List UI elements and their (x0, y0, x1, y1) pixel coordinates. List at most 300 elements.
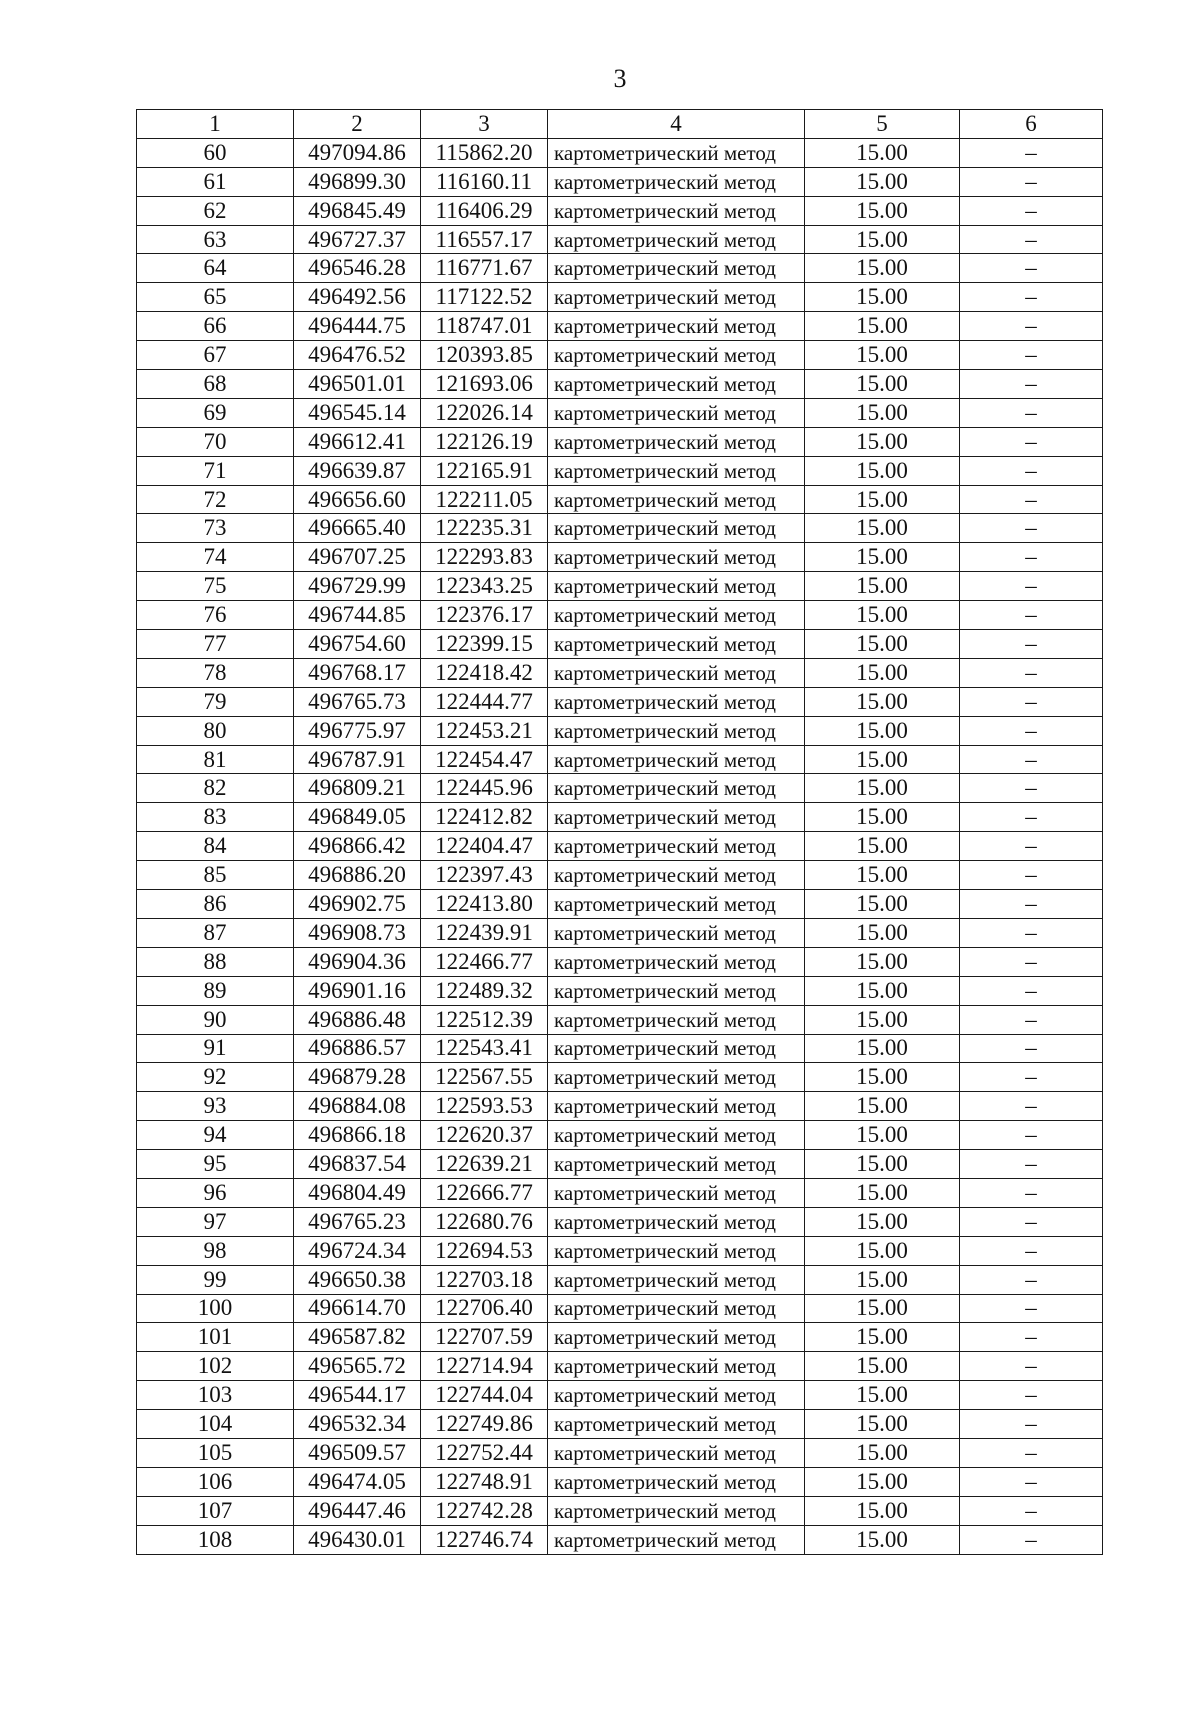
cell-method: картометрический метод (548, 572, 805, 601)
cell-x-coordinate: 496866.18 (294, 1121, 421, 1150)
cell-note: – (960, 456, 1103, 485)
table-row (137, 398, 1103, 427)
cell-note: – (960, 1496, 1103, 1525)
cell-point-number: 106 (137, 1467, 294, 1496)
cell-accuracy: 15.00 (805, 1438, 960, 1467)
cell-y-coordinate: 122749.86 (421, 1410, 548, 1439)
cell-note: – (960, 1352, 1103, 1381)
cell-note: – (960, 687, 1103, 716)
table-row (137, 543, 1103, 572)
cell-note: – (960, 1005, 1103, 1034)
cell-point-number: 98 (137, 1236, 294, 1265)
cell-method: картометрический метод (548, 312, 805, 341)
table-row (137, 1178, 1103, 1207)
cell-note: – (960, 1381, 1103, 1410)
table-row (137, 572, 1103, 601)
cell-method: картометрический метод (548, 196, 805, 225)
table-row (137, 1005, 1103, 1034)
cell-method: картометрический метод (548, 254, 805, 283)
cell-x-coordinate: 496879.28 (294, 1063, 421, 1092)
cell-accuracy: 15.00 (805, 1150, 960, 1179)
cell-y-coordinate: 122680.76 (421, 1207, 548, 1236)
cell-x-coordinate: 496866.42 (294, 832, 421, 861)
cell-x-coordinate: 496901.16 (294, 976, 421, 1005)
cell-point-number: 70 (137, 427, 294, 456)
cell-y-coordinate: 116771.67 (421, 254, 548, 283)
cell-accuracy: 15.00 (805, 254, 960, 283)
cell-note: – (960, 918, 1103, 947)
cell-note: – (960, 1438, 1103, 1467)
cell-point-number: 72 (137, 485, 294, 514)
table-row (137, 832, 1103, 861)
cell-point-number: 64 (137, 254, 294, 283)
table-row (137, 167, 1103, 196)
cell-note: – (960, 572, 1103, 601)
cell-accuracy: 15.00 (805, 601, 960, 630)
cell-accuracy: 15.00 (805, 918, 960, 947)
cell-y-coordinate: 120393.85 (421, 341, 548, 370)
header-cell-1: 1 (137, 110, 294, 139)
cell-y-coordinate: 122752.44 (421, 1438, 548, 1467)
cell-y-coordinate: 122211.05 (421, 485, 548, 514)
cell-note: – (960, 1063, 1103, 1092)
cell-x-coordinate: 496809.21 (294, 774, 421, 803)
cell-x-coordinate: 496775.97 (294, 716, 421, 745)
cell-method: картометрический метод (548, 601, 805, 630)
cell-accuracy: 15.00 (805, 947, 960, 976)
cell-accuracy: 15.00 (805, 1525, 960, 1554)
cell-point-number: 62 (137, 196, 294, 225)
cell-point-number: 97 (137, 1207, 294, 1236)
table-row (137, 427, 1103, 456)
cell-method: картометрический метод (548, 630, 805, 659)
cell-method: картометрический метод (548, 225, 805, 254)
cell-note: – (960, 312, 1103, 341)
cell-accuracy: 15.00 (805, 225, 960, 254)
cell-x-coordinate: 496444.75 (294, 312, 421, 341)
cell-x-coordinate: 496501.01 (294, 370, 421, 399)
cell-note: – (960, 774, 1103, 803)
cell-y-coordinate: 122466.77 (421, 947, 548, 976)
cell-accuracy: 15.00 (805, 370, 960, 399)
cell-method: картометрический метод (548, 456, 805, 485)
cell-x-coordinate: 496787.91 (294, 745, 421, 774)
table-row (137, 341, 1103, 370)
table-row (137, 1496, 1103, 1525)
table-row (137, 138, 1103, 167)
cell-method: картометрический метод (548, 861, 805, 890)
cell-y-coordinate: 122639.21 (421, 1150, 548, 1179)
cell-accuracy: 15.00 (805, 543, 960, 572)
cell-method: картометрический метод (548, 658, 805, 687)
cell-accuracy: 15.00 (805, 1381, 960, 1410)
cell-x-coordinate: 496474.05 (294, 1467, 421, 1496)
cell-point-number: 78 (137, 658, 294, 687)
cell-x-coordinate: 496707.25 (294, 543, 421, 572)
cell-point-number: 107 (137, 1496, 294, 1525)
cell-y-coordinate: 122620.37 (421, 1121, 548, 1150)
cell-note: – (960, 861, 1103, 890)
cell-method: картометрический метод (548, 1207, 805, 1236)
cell-method: картометрический метод (548, 1467, 805, 1496)
cell-point-number: 84 (137, 832, 294, 861)
cell-x-coordinate: 496902.75 (294, 890, 421, 919)
cell-method: картометрический метод (548, 1121, 805, 1150)
table-row (137, 1438, 1103, 1467)
cell-x-coordinate: 496886.48 (294, 1005, 421, 1034)
cell-note: – (960, 341, 1103, 370)
cell-note: – (960, 1294, 1103, 1323)
cell-accuracy: 15.00 (805, 398, 960, 427)
cell-accuracy: 15.00 (805, 138, 960, 167)
cell-note: – (960, 601, 1103, 630)
cell-y-coordinate: 122714.94 (421, 1352, 548, 1381)
cell-y-coordinate: 116557.17 (421, 225, 548, 254)
cell-accuracy: 15.00 (805, 312, 960, 341)
cell-x-coordinate: 496884.08 (294, 1092, 421, 1121)
cell-y-coordinate: 116160.11 (421, 167, 548, 196)
cell-method: картометрический метод (548, 370, 805, 399)
cell-note: – (960, 138, 1103, 167)
cell-note: – (960, 1525, 1103, 1554)
cell-point-number: 99 (137, 1265, 294, 1294)
cell-y-coordinate: 122444.77 (421, 687, 548, 716)
cell-point-number: 73 (137, 514, 294, 543)
cell-x-coordinate: 496614.70 (294, 1294, 421, 1323)
table-row (137, 1381, 1103, 1410)
cell-x-coordinate: 496886.20 (294, 861, 421, 890)
cell-note: – (960, 1410, 1103, 1439)
cell-accuracy: 15.00 (805, 572, 960, 601)
cell-point-number: 87 (137, 918, 294, 947)
cell-method: картометрический метод (548, 1034, 805, 1063)
cell-point-number: 77 (137, 630, 294, 659)
cell-note: – (960, 1178, 1103, 1207)
cell-method: картометрический метод (548, 138, 805, 167)
cell-y-coordinate: 116406.29 (421, 196, 548, 225)
cell-y-coordinate: 122567.55 (421, 1063, 548, 1092)
cell-method: картометрический метод (548, 1352, 805, 1381)
cell-x-coordinate: 496565.72 (294, 1352, 421, 1381)
cell-note: – (960, 1467, 1103, 1496)
header-cell-5: 5 (805, 110, 960, 139)
cell-accuracy: 15.00 (805, 1294, 960, 1323)
cell-note: – (960, 1034, 1103, 1063)
cell-point-number: 75 (137, 572, 294, 601)
cell-y-coordinate: 122404.47 (421, 832, 548, 861)
cell-y-coordinate: 122126.19 (421, 427, 548, 456)
cell-x-coordinate: 496492.56 (294, 283, 421, 312)
cell-y-coordinate: 122703.18 (421, 1265, 548, 1294)
cell-point-number: 103 (137, 1381, 294, 1410)
cell-accuracy: 15.00 (805, 832, 960, 861)
table-row (137, 1410, 1103, 1439)
cell-point-number: 94 (137, 1121, 294, 1150)
table-row (137, 485, 1103, 514)
cell-point-number: 63 (137, 225, 294, 254)
cell-note: – (960, 485, 1103, 514)
cell-y-coordinate: 122343.25 (421, 572, 548, 601)
cell-method: картометрический метод (548, 1438, 805, 1467)
cell-accuracy: 15.00 (805, 196, 960, 225)
cell-x-coordinate: 496724.34 (294, 1236, 421, 1265)
cell-method: картометрический метод (548, 485, 805, 514)
cell-accuracy: 15.00 (805, 1323, 960, 1352)
cell-note: – (960, 745, 1103, 774)
cell-x-coordinate: 496908.73 (294, 918, 421, 947)
table-row (137, 1063, 1103, 1092)
cell-note: – (960, 1207, 1103, 1236)
cell-method: картометрический метод (548, 398, 805, 427)
table-row (137, 1121, 1103, 1150)
cell-point-number: 86 (137, 890, 294, 919)
cell-y-coordinate: 122445.96 (421, 774, 548, 803)
cell-method: картометрический метод (548, 543, 805, 572)
cell-accuracy: 15.00 (805, 745, 960, 774)
cell-y-coordinate: 122413.80 (421, 890, 548, 919)
cell-accuracy: 15.00 (805, 1265, 960, 1294)
table-row (137, 283, 1103, 312)
cell-y-coordinate: 122543.41 (421, 1034, 548, 1063)
cell-method: картометрический метод (548, 918, 805, 947)
cell-method: картометрический метод (548, 1063, 805, 1092)
cell-y-coordinate: 122418.42 (421, 658, 548, 687)
cell-method: картометрический метод (548, 976, 805, 1005)
cell-note: – (960, 196, 1103, 225)
cell-note: – (960, 1121, 1103, 1150)
cell-accuracy: 15.00 (805, 514, 960, 543)
cell-note: – (960, 1265, 1103, 1294)
cell-x-coordinate: 496447.46 (294, 1496, 421, 1525)
cell-method: картометрический метод (548, 283, 805, 312)
cell-x-coordinate: 496765.73 (294, 687, 421, 716)
cell-point-number: 91 (137, 1034, 294, 1063)
cell-note: – (960, 514, 1103, 543)
cell-point-number: 60 (137, 138, 294, 167)
table-row (137, 918, 1103, 947)
cell-accuracy: 15.00 (805, 774, 960, 803)
header-cell-6: 6 (960, 110, 1103, 139)
cell-x-coordinate: 496886.57 (294, 1034, 421, 1063)
cell-point-number: 88 (137, 947, 294, 976)
cell-note: – (960, 283, 1103, 312)
cell-x-coordinate: 496656.60 (294, 485, 421, 514)
cell-point-number: 68 (137, 370, 294, 399)
cell-accuracy: 15.00 (805, 1410, 960, 1439)
cell-method: картометрический метод (548, 1496, 805, 1525)
cell-note: – (960, 398, 1103, 427)
table-row (137, 947, 1103, 976)
cell-method: картометрический метод (548, 745, 805, 774)
cell-method: картометрический метод (548, 947, 805, 976)
cell-x-coordinate: 497094.86 (294, 138, 421, 167)
cell-note: – (960, 630, 1103, 659)
cell-x-coordinate: 496587.82 (294, 1323, 421, 1352)
cell-accuracy: 15.00 (805, 1005, 960, 1034)
table-row (137, 312, 1103, 341)
cell-note: – (960, 658, 1103, 687)
cell-point-number: 85 (137, 861, 294, 890)
cell-method: картометрический метод (548, 1092, 805, 1121)
cell-y-coordinate: 122742.28 (421, 1496, 548, 1525)
table-row (137, 514, 1103, 543)
cell-point-number: 66 (137, 312, 294, 341)
table-row (137, 1467, 1103, 1496)
cell-point-number: 83 (137, 803, 294, 832)
cell-method: картометрический метод (548, 514, 805, 543)
cell-accuracy: 15.00 (805, 687, 960, 716)
cell-note: – (960, 716, 1103, 745)
cell-accuracy: 15.00 (805, 1496, 960, 1525)
cell-accuracy: 15.00 (805, 1352, 960, 1381)
table-row (137, 976, 1103, 1005)
table-row (137, 196, 1103, 225)
cell-method: картометрический метод (548, 1294, 805, 1323)
cell-point-number: 108 (137, 1525, 294, 1554)
cell-method: картометрический метод (548, 832, 805, 861)
table-row (137, 803, 1103, 832)
table-row (137, 456, 1103, 485)
table-row (137, 774, 1103, 803)
cell-point-number: 90 (137, 1005, 294, 1034)
cell-y-coordinate: 118747.01 (421, 312, 548, 341)
cell-y-coordinate: 122376.17 (421, 601, 548, 630)
cell-method: картометрический метод (548, 1265, 805, 1294)
cell-x-coordinate: 496727.37 (294, 225, 421, 254)
cell-accuracy: 15.00 (805, 1236, 960, 1265)
cell-y-coordinate: 122439.91 (421, 918, 548, 947)
cell-x-coordinate: 496768.17 (294, 658, 421, 687)
cell-x-coordinate: 496754.60 (294, 630, 421, 659)
table-row (137, 225, 1103, 254)
cell-y-coordinate: 122706.40 (421, 1294, 548, 1323)
cell-point-number: 67 (137, 341, 294, 370)
page-number: 3 (613, 64, 627, 93)
cell-x-coordinate: 496744.85 (294, 601, 421, 630)
cell-note: – (960, 427, 1103, 456)
cell-x-coordinate: 496849.05 (294, 803, 421, 832)
cell-method: картометрический метод (548, 1323, 805, 1352)
cell-note: – (960, 947, 1103, 976)
table-row (137, 1294, 1103, 1323)
cell-note: – (960, 167, 1103, 196)
cell-x-coordinate: 496665.40 (294, 514, 421, 543)
table-body (137, 138, 1103, 1554)
cell-y-coordinate: 115862.20 (421, 138, 548, 167)
header-row (137, 110, 1103, 139)
coordinates-table (136, 109, 1103, 1555)
cell-accuracy: 15.00 (805, 803, 960, 832)
cell-x-coordinate: 496639.87 (294, 456, 421, 485)
cell-y-coordinate: 122165.91 (421, 456, 548, 485)
cell-y-coordinate: 122454.47 (421, 745, 548, 774)
cell-accuracy: 15.00 (805, 976, 960, 1005)
table-row (137, 1150, 1103, 1179)
table-row (137, 601, 1103, 630)
cell-accuracy: 15.00 (805, 1121, 960, 1150)
cell-x-coordinate: 496837.54 (294, 1150, 421, 1179)
cell-y-coordinate: 122399.15 (421, 630, 548, 659)
cell-note: – (960, 370, 1103, 399)
table-row (137, 630, 1103, 659)
cell-accuracy: 15.00 (805, 456, 960, 485)
cell-accuracy: 15.00 (805, 283, 960, 312)
cell-accuracy: 15.00 (805, 861, 960, 890)
cell-y-coordinate: 122694.53 (421, 1236, 548, 1265)
cell-x-coordinate: 496904.36 (294, 947, 421, 976)
cell-y-coordinate: 117122.52 (421, 283, 548, 312)
table-row (137, 1352, 1103, 1381)
cell-x-coordinate: 496532.34 (294, 1410, 421, 1439)
cell-x-coordinate: 496612.41 (294, 427, 421, 456)
table-row (137, 1207, 1103, 1236)
cell-point-number: 71 (137, 456, 294, 485)
cell-y-coordinate: 122666.77 (421, 1178, 548, 1207)
header-cell-4: 4 (548, 110, 805, 139)
cell-x-coordinate: 496845.49 (294, 196, 421, 225)
cell-y-coordinate: 121693.06 (421, 370, 548, 399)
cell-note: – (960, 1323, 1103, 1352)
cell-x-coordinate: 496430.01 (294, 1525, 421, 1554)
table-row (137, 890, 1103, 919)
cell-x-coordinate: 496899.30 (294, 167, 421, 196)
cell-y-coordinate: 122412.82 (421, 803, 548, 832)
cell-accuracy: 15.00 (805, 658, 960, 687)
cell-point-number: 74 (137, 543, 294, 572)
cell-x-coordinate: 496729.99 (294, 572, 421, 601)
table-row (137, 1525, 1103, 1554)
cell-y-coordinate: 122512.39 (421, 1005, 548, 1034)
cell-point-number: 92 (137, 1063, 294, 1092)
cell-note: – (960, 890, 1103, 919)
cell-method: картометрический метод (548, 890, 805, 919)
cell-method: картометрический метод (548, 803, 805, 832)
table-row (137, 1092, 1103, 1121)
cell-accuracy: 15.00 (805, 1063, 960, 1092)
cell-method: картометрический метод (548, 167, 805, 196)
cell-accuracy: 15.00 (805, 485, 960, 514)
cell-accuracy: 15.00 (805, 341, 960, 370)
cell-point-number: 80 (137, 716, 294, 745)
cell-accuracy: 15.00 (805, 890, 960, 919)
cell-x-coordinate: 496476.52 (294, 341, 421, 370)
cell-point-number: 102 (137, 1352, 294, 1381)
cell-y-coordinate: 122707.59 (421, 1323, 548, 1352)
cell-point-number: 95 (137, 1150, 294, 1179)
cell-method: картометрический метод (548, 1150, 805, 1179)
cell-point-number: 69 (137, 398, 294, 427)
cell-point-number: 76 (137, 601, 294, 630)
cell-point-number: 100 (137, 1294, 294, 1323)
cell-method: картометрический метод (548, 427, 805, 456)
cell-method: картометрический метод (548, 687, 805, 716)
cell-x-coordinate: 496546.28 (294, 254, 421, 283)
cell-note: – (960, 1150, 1103, 1179)
cell-y-coordinate: 122748.91 (421, 1467, 548, 1496)
cell-method: картометрический метод (548, 1410, 805, 1439)
cell-note: – (960, 543, 1103, 572)
table-row (137, 745, 1103, 774)
cell-method: картометрический метод (548, 1178, 805, 1207)
cell-y-coordinate: 122453.21 (421, 716, 548, 745)
cell-point-number: 101 (137, 1323, 294, 1352)
cell-note: – (960, 1236, 1103, 1265)
cell-note: – (960, 803, 1103, 832)
cell-y-coordinate: 122235.31 (421, 514, 548, 543)
cell-method: картометрический метод (548, 1236, 805, 1265)
cell-point-number: 96 (137, 1178, 294, 1207)
cell-y-coordinate: 122744.04 (421, 1381, 548, 1410)
